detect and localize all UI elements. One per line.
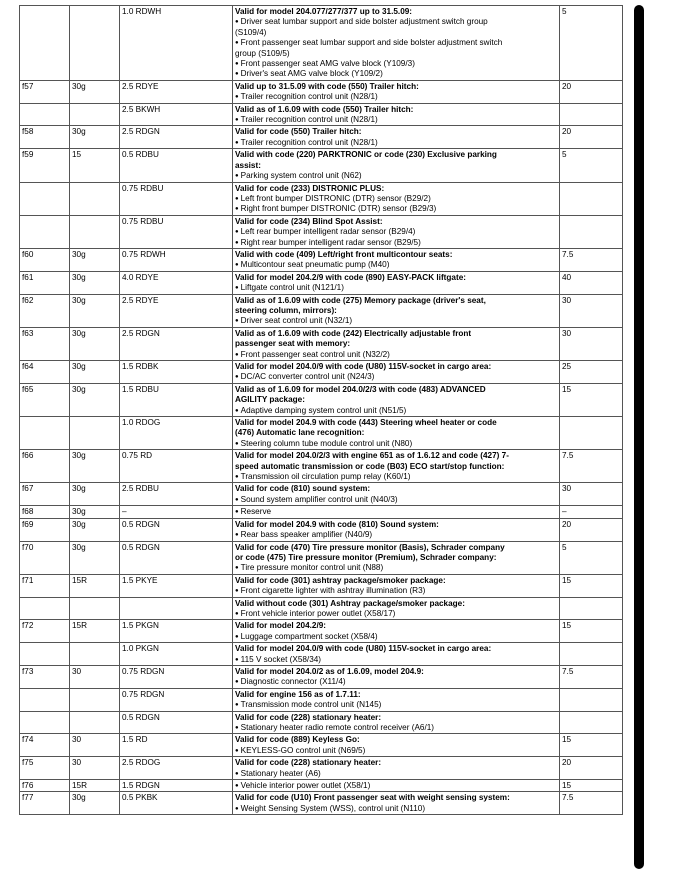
component-bullet: ● DC/AC converter control unit (N24/3) <box>235 372 557 382</box>
description-cell <box>233 327 560 360</box>
fuse-rating-cell: 7.5 <box>560 450 623 483</box>
terminal-cell: 30 <box>70 665 120 688</box>
wire-color-cell: 0.75 RDBU <box>120 182 233 215</box>
fuse-rating-cell <box>560 182 623 215</box>
description-cell <box>233 518 560 541</box>
fuse-rating-cell: 30 <box>560 294 623 327</box>
wire-color-cell: 0.5 RDGN <box>120 518 233 541</box>
wire-color-cell: 0.5 RDGN <box>120 541 233 574</box>
condition-heading: Valid for model 204.9 with code (443) Steering wheel heater or code <box>235 418 497 428</box>
component-bullet: ● Right rear bumper intelligent radar sensor (B29/5) <box>235 238 557 248</box>
table-row <box>20 327 623 360</box>
condition-heading: Valid for model 204.2/9 with code (890) EASY-PACK liftgate: <box>235 272 466 282</box>
fuse-number-cell: f59 <box>20 149 70 182</box>
description-cell <box>233 597 560 620</box>
terminal-cell <box>70 103 120 126</box>
fuse-rating-cell: 25 <box>560 361 623 384</box>
table-row <box>20 688 623 711</box>
fuse-rating-cell: 15 <box>560 780 623 792</box>
description-cell <box>233 734 560 757</box>
wire-color-cell: 1.5 RDGN <box>120 780 233 792</box>
table-row <box>20 6 623 81</box>
component-bullet: ● Front passenger seat control unit (N32/2) <box>235 350 557 360</box>
wire-color-cell: – <box>120 506 233 518</box>
fuse-number-cell: f62 <box>20 294 70 327</box>
terminal-cell: 30g <box>70 271 120 294</box>
wire-color-cell: 0.5 RDGN <box>120 711 233 734</box>
wire-color-cell: 1.0 RDWH <box>120 6 233 81</box>
description-cell <box>233 6 560 81</box>
component-bullet: ● Vehicle interior power outlet (X58/1) <box>235 781 557 791</box>
fuse-rating-cell <box>560 711 623 734</box>
fuse-rating-cell <box>560 688 623 711</box>
description-cell <box>233 182 560 215</box>
table-row <box>20 483 623 506</box>
condition-heading: Valid without code (301) Ashtray package/smoker package: <box>235 598 465 608</box>
component-bullet: ● Trailer recognition control unit (N28/1) <box>235 92 557 102</box>
wire-color-cell: 4.0 RDYE <box>120 271 233 294</box>
fuse-number-cell: f72 <box>20 620 70 643</box>
description-cell <box>233 103 560 126</box>
description-cell <box>233 711 560 734</box>
terminal-cell: 30g <box>70 248 120 271</box>
condition-heading: Valid for model 204.0/9 with code (U80) 115V-socket in cargo area: <box>235 644 492 654</box>
terminal-cell: 30 <box>70 734 120 757</box>
component-bullet: ● Left rear bumper intelligent radar sensor (B29/4) <box>235 227 557 237</box>
wire-color-cell: 0.5 RDBU <box>120 149 233 182</box>
condition-heading: Valid for code (U10) Front passenger seat with weight sensing system: <box>235 793 510 803</box>
table-row <box>20 734 623 757</box>
terminal-cell: 30g <box>70 792 120 815</box>
table-row <box>20 574 623 597</box>
description-cell <box>233 126 560 149</box>
condition-heading: (476) Automatic lane recognition: <box>235 428 365 438</box>
description-cell <box>233 574 560 597</box>
fuse-rating-cell: 20 <box>560 126 623 149</box>
table-row <box>20 665 623 688</box>
fuse-number-cell: f60 <box>20 248 70 271</box>
fuse-rating-cell: 5 <box>560 6 623 81</box>
wire-color-cell: 2.5 RDYE <box>120 80 233 103</box>
wire-color-cell: 0.75 RDBU <box>120 215 233 248</box>
description-cell <box>233 792 560 815</box>
table-row <box>20 541 623 574</box>
condition-heading: Valid for code (889) Keyless Go: <box>235 735 360 745</box>
component-bullet: ● Sound system amplifier control unit (N40/3) <box>235 495 557 505</box>
condition-heading: Valid for model 204.9 with code (810) Sound system: <box>235 519 439 529</box>
fuse-number-cell: f66 <box>20 450 70 483</box>
fuse-rating-cell: 5 <box>560 149 623 182</box>
description-cell <box>233 780 560 792</box>
table-row <box>20 248 623 271</box>
wire-color-cell <box>120 597 233 620</box>
fuse-rating-cell: 7.5 <box>560 792 623 815</box>
condition-heading: Valid for model 204.0/2/3 with engine 651 as of 1.6.12 and code (427) 7- <box>235 451 509 461</box>
wire-color-cell: 2.5 BKWH <box>120 103 233 126</box>
table-row <box>20 780 623 792</box>
description-cell <box>233 294 560 327</box>
table-row <box>20 103 623 126</box>
table-row <box>20 620 623 643</box>
description-cell <box>233 643 560 666</box>
fuse-rating-cell <box>560 215 623 248</box>
terminal-cell: 30g <box>70 327 120 360</box>
fuse-table <box>19 5 623 815</box>
component-bullet: ● Trailer recognition control unit (N28/1) <box>235 115 557 125</box>
condition-heading: speed automatic transmission or code (B03) ECO start/stop function: <box>235 461 505 471</box>
fuse-rating-cell: 15 <box>560 734 623 757</box>
condition-heading: Valid for code (234) Blind Spot Assist: <box>235 216 383 226</box>
fuse-rating-cell: 20 <box>560 80 623 103</box>
terminal-cell: 30g <box>70 518 120 541</box>
wire-color-cell: 1.0 RDOG <box>120 417 233 450</box>
fuse-number-cell: f61 <box>20 271 70 294</box>
component-bullet: ● Front passenger seat lumbar support and side bolster adjustment switch <box>235 38 557 48</box>
fuse-number-cell: f65 <box>20 383 70 416</box>
component-bullet: ● Front cigarette lighter with ashtray illumination (R3) <box>235 586 557 596</box>
component-bullet: ● Rear bass speaker amplifier (N40/9) <box>235 530 557 540</box>
component-bullet: ● Stationary heater (A6) <box>235 769 557 779</box>
description-text: (S109/4) <box>235 27 267 37</box>
terminal-cell: 30g <box>70 541 120 574</box>
wire-color-cell: 1.5 RDBK <box>120 361 233 384</box>
component-bullet: ● Weight Sensing System (WSS), control unit (N110) <box>235 804 557 814</box>
fuse-number-cell: f64 <box>20 361 70 384</box>
fuse-number-cell <box>20 711 70 734</box>
condition-heading: Valid for model 204.0/9 with code (U80) 115V-socket in cargo area: <box>235 362 492 371</box>
component-bullet: ● Parking system control unit (N62) <box>235 171 557 181</box>
condition-heading: Valid for code (810) sound system: <box>235 484 371 494</box>
fuse-rating-cell: 5 <box>560 541 623 574</box>
component-bullet: ● Liftgate control unit (N121/1) <box>235 283 557 293</box>
terminal-cell: 30g <box>70 450 120 483</box>
description-cell <box>233 665 560 688</box>
description-cell <box>233 248 560 271</box>
component-bullet: ● Adaptive damping system control unit (N51/5) <box>235 406 557 416</box>
terminal-cell: 30g <box>70 361 120 384</box>
description-cell <box>233 361 560 384</box>
description-cell <box>233 483 560 506</box>
table-row <box>20 417 623 450</box>
fuse-number-cell: f67 <box>20 483 70 506</box>
component-bullet: ● Right front bumper DISTRONIC (DTR) sensor (B29/3) <box>235 204 557 214</box>
fuse-number-cell: f69 <box>20 518 70 541</box>
table-row <box>20 506 623 518</box>
terminal-cell: 30 <box>70 757 120 780</box>
fuse-number-cell: f77 <box>20 792 70 815</box>
fuse-rating-cell: 20 <box>560 757 623 780</box>
table-row <box>20 711 623 734</box>
component-bullet: ● Luggage compartment socket (X58/4) <box>235 632 557 642</box>
wire-color-cell: 2.5 RDYE <box>120 294 233 327</box>
condition-heading: Valid with code (220) PARKTRONIC or code (230) Exclusive parking <box>235 150 497 160</box>
condition-heading: Valid with code (409) Left/right front multicontour seats: <box>235 249 453 259</box>
table-row <box>20 597 623 620</box>
table-row <box>20 271 623 294</box>
fuse-number-cell <box>20 597 70 620</box>
table-row <box>20 149 623 182</box>
table-row <box>20 450 623 483</box>
wire-color-cell: 2.5 RDGN <box>120 327 233 360</box>
terminal-cell: 30g <box>70 126 120 149</box>
terminal-cell <box>70 688 120 711</box>
fuse-rating-cell: 30 <box>560 483 623 506</box>
fuse-number-cell: f75 <box>20 757 70 780</box>
description-cell <box>233 215 560 248</box>
wire-color-cell: 2.5 RDGN <box>120 126 233 149</box>
fuse-number-cell <box>20 688 70 711</box>
condition-heading: steering column, mirrors): <box>235 305 337 315</box>
condition-heading: AGILITY package: <box>235 395 305 405</box>
fuse-number-cell: f57 <box>20 80 70 103</box>
fuse-rating-cell: 20 <box>560 518 623 541</box>
component-bullet: ● KEYLESS-GO control unit (N69/5) <box>235 746 557 756</box>
wire-color-cell: 0.75 RDWH <box>120 248 233 271</box>
terminal-cell <box>70 6 120 81</box>
component-bullet: ● Transmission oil circulation pump relay (K60/1) <box>235 472 557 482</box>
wire-color-cell: 2.5 RDBU <box>120 483 233 506</box>
condition-heading: Valid for model 204.077/277/377 up to 31.5.09: <box>235 7 413 16</box>
table-row <box>20 126 623 149</box>
terminal-cell: 15R <box>70 574 120 597</box>
fuse-rating-cell: – <box>560 506 623 518</box>
component-bullet: ● Driver seat lumbar support and side bolster adjustment switch group <box>235 17 557 27</box>
fuse-number-cell: f71 <box>20 574 70 597</box>
table-row <box>20 643 623 666</box>
condition-heading: Valid for code (228) stationary heater: <box>235 712 382 722</box>
condition-heading: Valid up to 31.5.09 with code (550) Trailer hitch: <box>235 81 419 91</box>
component-bullet: ● Steering column tube module control unit (N80) <box>235 439 557 449</box>
fuse-rating-cell <box>560 643 623 666</box>
description-cell <box>233 541 560 574</box>
fuse-rating-cell: 7.5 <box>560 248 623 271</box>
component-bullet: ● Diagnostic connector (X11/4) <box>235 677 557 687</box>
terminal-cell: 30g <box>70 483 120 506</box>
fuse-rating-cell <box>560 103 623 126</box>
wire-color-cell: 0.75 RDGN <box>120 688 233 711</box>
terminal-cell <box>70 417 120 450</box>
component-bullet: ● Stationary heater radio remote control receiver (A6/1) <box>235 723 557 733</box>
condition-heading: Valid for code (228) stationary heater: <box>235 758 382 768</box>
condition-heading: Valid as of 1.6.09 for model 204.0/2/3 with code (483) ADVANCED <box>235 384 486 394</box>
fuse-number-cell: f68 <box>20 506 70 518</box>
condition-heading: Valid for code (301) ashtray package/smoker package: <box>235 575 446 585</box>
component-bullet: ● Front passenger seat AMG valve block (Y109/3) <box>235 59 557 69</box>
wire-color-cell: 0.5 PKBK <box>120 792 233 815</box>
description-cell <box>233 450 560 483</box>
wire-color-cell: 1.5 PKGN <box>120 620 233 643</box>
fuse-number-cell <box>20 182 70 215</box>
table-row <box>20 757 623 780</box>
condition-heading: Valid for code (470) Tire pressure monitor (Basis), Schrader company <box>235 542 505 552</box>
condition-heading: passenger seat with memory: <box>235 339 351 349</box>
fuse-number-cell <box>20 215 70 248</box>
terminal-cell: 30g <box>70 383 120 416</box>
fuse-rating-cell: 15 <box>560 620 623 643</box>
fuse-number-cell <box>20 643 70 666</box>
fuse-number-cell <box>20 6 70 81</box>
fuse-number-cell <box>20 103 70 126</box>
terminal-cell: 15 <box>70 149 120 182</box>
fuse-rating-cell <box>560 417 623 450</box>
condition-heading: Valid for code (550) Trailer hitch: <box>235 127 362 137</box>
wire-color-cell: 1.5 RD <box>120 734 233 757</box>
fuse-rating-cell: 15 <box>560 574 623 597</box>
fuse-number-cell <box>20 417 70 450</box>
wire-color-cell: 0.75 RD <box>120 450 233 483</box>
table-row <box>20 383 623 416</box>
terminal-cell <box>70 182 120 215</box>
description-cell <box>233 757 560 780</box>
terminal-cell: 30g <box>70 506 120 518</box>
fuse-number-cell: f74 <box>20 734 70 757</box>
fuse-rating-cell: 40 <box>560 271 623 294</box>
component-bullet: ● Trailer recognition control unit (N28/1) <box>235 138 557 148</box>
description-cell <box>233 688 560 711</box>
wire-color-cell: 2.5 RDOG <box>120 757 233 780</box>
component-bullet: ● Transmission mode control unit (N145) <box>235 700 557 710</box>
fuse-table-body <box>20 6 623 815</box>
description-cell <box>233 271 560 294</box>
component-bullet: ● Driver's seat AMG valve block (Y109/2) <box>235 69 557 79</box>
table-row <box>20 182 623 215</box>
condition-heading: Valid as of 1.6.09 with code (275) Memory package (driver's seat, <box>235 295 486 305</box>
terminal-cell: 30g <box>70 294 120 327</box>
table-row <box>20 361 623 384</box>
component-bullet: ● Left front bumper DISTRONIC (DTR) sensor (B29/2) <box>235 194 557 204</box>
terminal-cell <box>70 597 120 620</box>
fuse-number-cell: f70 <box>20 541 70 574</box>
table-row <box>20 215 623 248</box>
table-row <box>20 294 623 327</box>
component-bullet: ● Multicontour seat pneumatic pump (M40) <box>235 260 557 270</box>
fuse-number-cell: f73 <box>20 665 70 688</box>
wire-color-cell: 1.0 PKGN <box>120 643 233 666</box>
description-cell <box>233 149 560 182</box>
table-row <box>20 792 623 815</box>
condition-heading: Valid as of 1.6.09 with code (550) Trailer hitch: <box>235 104 414 114</box>
description-cell <box>233 620 560 643</box>
fuse-rating-cell: 30 <box>560 327 623 360</box>
wire-color-cell: 1.5 PKYE <box>120 574 233 597</box>
terminal-cell: 15R <box>70 620 120 643</box>
fuse-number-cell: f76 <box>20 780 70 792</box>
condition-heading: or code (475) Tire pressure monitor (Premium), Schrader company: <box>235 552 497 562</box>
condition-heading: assist: <box>235 160 261 170</box>
description-text: group (S109/5) <box>235 48 290 58</box>
terminal-cell <box>70 215 120 248</box>
table-row <box>20 518 623 541</box>
component-bullet: ● 115 V socket (X58/34) <box>235 655 557 665</box>
scrollbar-thumb[interactable] <box>634 5 644 869</box>
condition-heading: Valid for model 204.0/2 as of 1.6.09, model 204.9: <box>235 666 424 676</box>
terminal-cell <box>70 643 120 666</box>
wire-color-cell: 0.75 RDGN <box>120 665 233 688</box>
component-bullet: ● Front vehicle interior power outlet (X58/17) <box>235 609 557 619</box>
wire-color-cell: 1.5 RDBU <box>120 383 233 416</box>
terminal-cell: 15R <box>70 780 120 792</box>
fuse-rating-cell: 15 <box>560 383 623 416</box>
fuse-number-cell: f63 <box>20 327 70 360</box>
fuse-rating-cell <box>560 597 623 620</box>
table-row <box>20 80 623 103</box>
condition-heading: Valid as of 1.6.09 with code (242) Electrically adjustable front <box>235 328 472 338</box>
component-bullet: ● Tire pressure monitor control unit (N88) <box>235 563 557 573</box>
fuse-rating-cell: 7.5 <box>560 665 623 688</box>
component-bullet: ● Reserve <box>235 507 557 517</box>
terminal-cell: 30g <box>70 80 120 103</box>
component-bullet: ● Driver seat control unit (N32/1) <box>235 316 557 326</box>
terminal-cell <box>70 711 120 734</box>
description-cell <box>233 506 560 518</box>
description-cell <box>233 383 560 416</box>
description-cell <box>233 417 560 450</box>
condition-heading: Valid for engine 156 as of 1.7.11: <box>235 689 361 699</box>
fuse-number-cell: f58 <box>20 126 70 149</box>
description-cell <box>233 80 560 103</box>
condition-heading: Valid for code (233) DISTRONIC PLUS: <box>235 183 385 193</box>
condition-heading: Valid for model 204.2/9: <box>235 621 327 631</box>
